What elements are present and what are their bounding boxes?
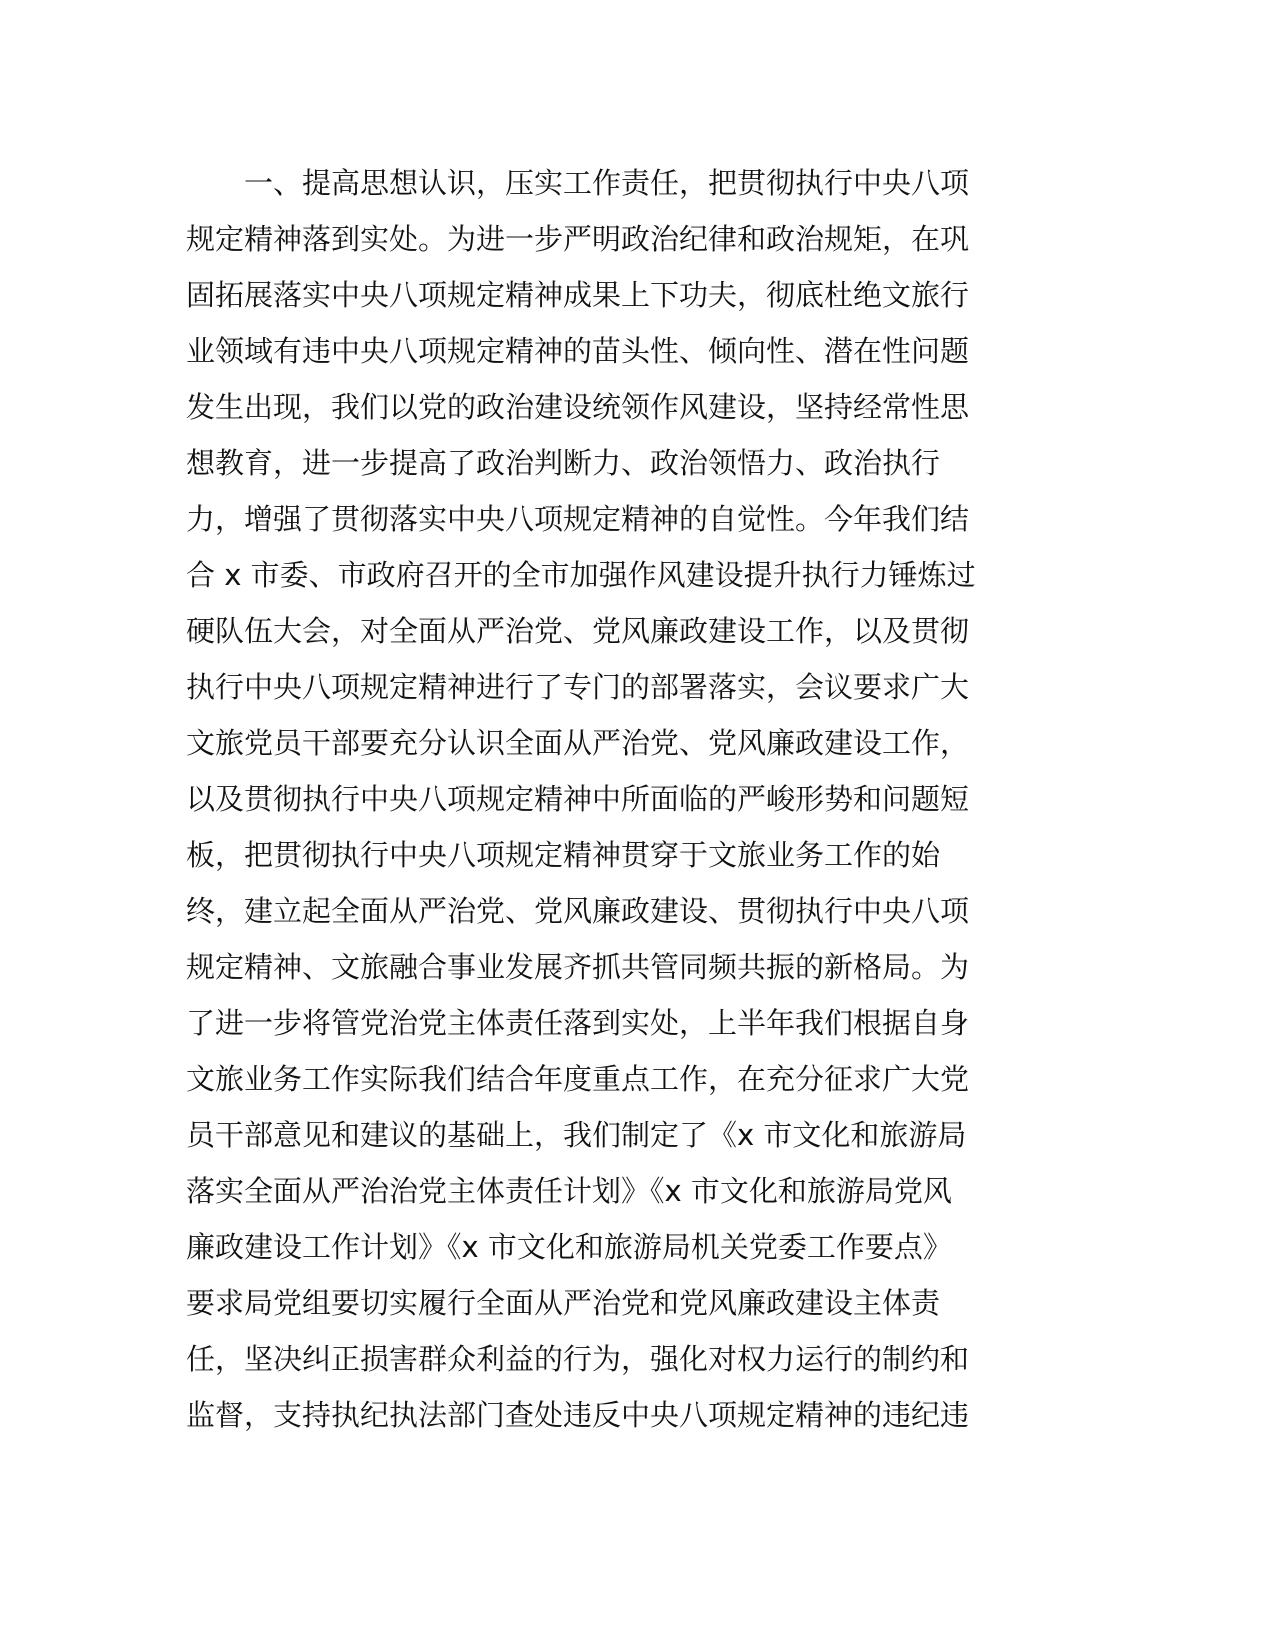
paragraph-line: 廉政建设工作计划》《x 市文化和旅游局机关党委工作要点》 bbox=[186, 1230, 952, 1264]
paragraph-line: 文旅党员干部要充分认识全面从严治党、党风廉政建设工作， bbox=[186, 726, 970, 760]
paragraph-line: 执行中央八项规定精神进行了专门的部署落实，会议要求广大 bbox=[186, 670, 970, 704]
paragraph-line: 终，建立起全面从严治党、党风廉政建设、贯彻执行中央八项 bbox=[186, 894, 970, 928]
paragraph-line: 文旅业务工作实际我们结合年度重点工作，在充分征求广大党 bbox=[186, 1062, 970, 1096]
paragraph-line: 一、提高思想认识，压实工作责任，把贯彻执行中央八项 bbox=[244, 166, 970, 200]
paragraph-line: 了进一步将管党治党主体责任落到实处，上半年我们根据自身 bbox=[186, 1006, 970, 1040]
paragraph-line: 力，增强了贯彻落实中央八项规定精神的自觉性。今年我们结 bbox=[186, 502, 970, 536]
paragraph-line: 员干部意见和建议的基础上，我们制定了《x 市文化和旅游局 bbox=[186, 1118, 967, 1152]
paragraph-line: 监督，支持执纪执法部门查处违反中央八项规定精神的违纪违 bbox=[186, 1398, 970, 1432]
paragraph-line: 业领域有违中央八项规定精神的苗头性、倾向性、潜在性问题 bbox=[186, 334, 970, 368]
paragraph-line: 落实全面从严治治党主体责任计划》《x 市文化和旅游局党风 bbox=[186, 1174, 952, 1208]
paragraph-line: 硬队伍大会，对全面从严治党、党风廉政建设工作，以及贯彻 bbox=[186, 614, 970, 648]
paragraph-line: 以及贯彻执行中央八项规定精神中所面临的严峻形势和问题短 bbox=[186, 782, 970, 816]
paragraph-line: 发生出现，我们以党的政治建设统领作风建设，坚持经常性思 bbox=[186, 390, 970, 424]
paragraph-line: 要求局党组要切实履行全面从严治党和党风廉政建设主体责 bbox=[186, 1286, 941, 1320]
paragraph-line: 固拓展落实中央八项规定精神成果上下功夫，彻底杜绝文旅行 bbox=[186, 278, 970, 312]
paragraph-line: 板，把贯彻执行中央八项规定精神贯穿于文旅业务工作的始 bbox=[186, 838, 941, 872]
paragraph-line: 规定精神、文旅融合事业发展齐抓共管同频共振的新格局。为 bbox=[186, 950, 970, 984]
body-paragraph bbox=[186, 155, 1086, 1443]
paragraph-line: 想教育，进一步提高了政治判断力、政治领悟力、政治执行 bbox=[186, 446, 941, 480]
paragraph-line: 任，坚决纠正损害群众利益的行为，强化对权力运行的制约和 bbox=[186, 1342, 970, 1376]
paragraph-line: 合 x 市委、市政府召开的全市加强作风建设提升执行力锤炼过 bbox=[186, 558, 976, 592]
paragraph-line: 规定精神落到实处。为进一步严明政治纪律和政治规矩，在巩 bbox=[186, 222, 970, 256]
